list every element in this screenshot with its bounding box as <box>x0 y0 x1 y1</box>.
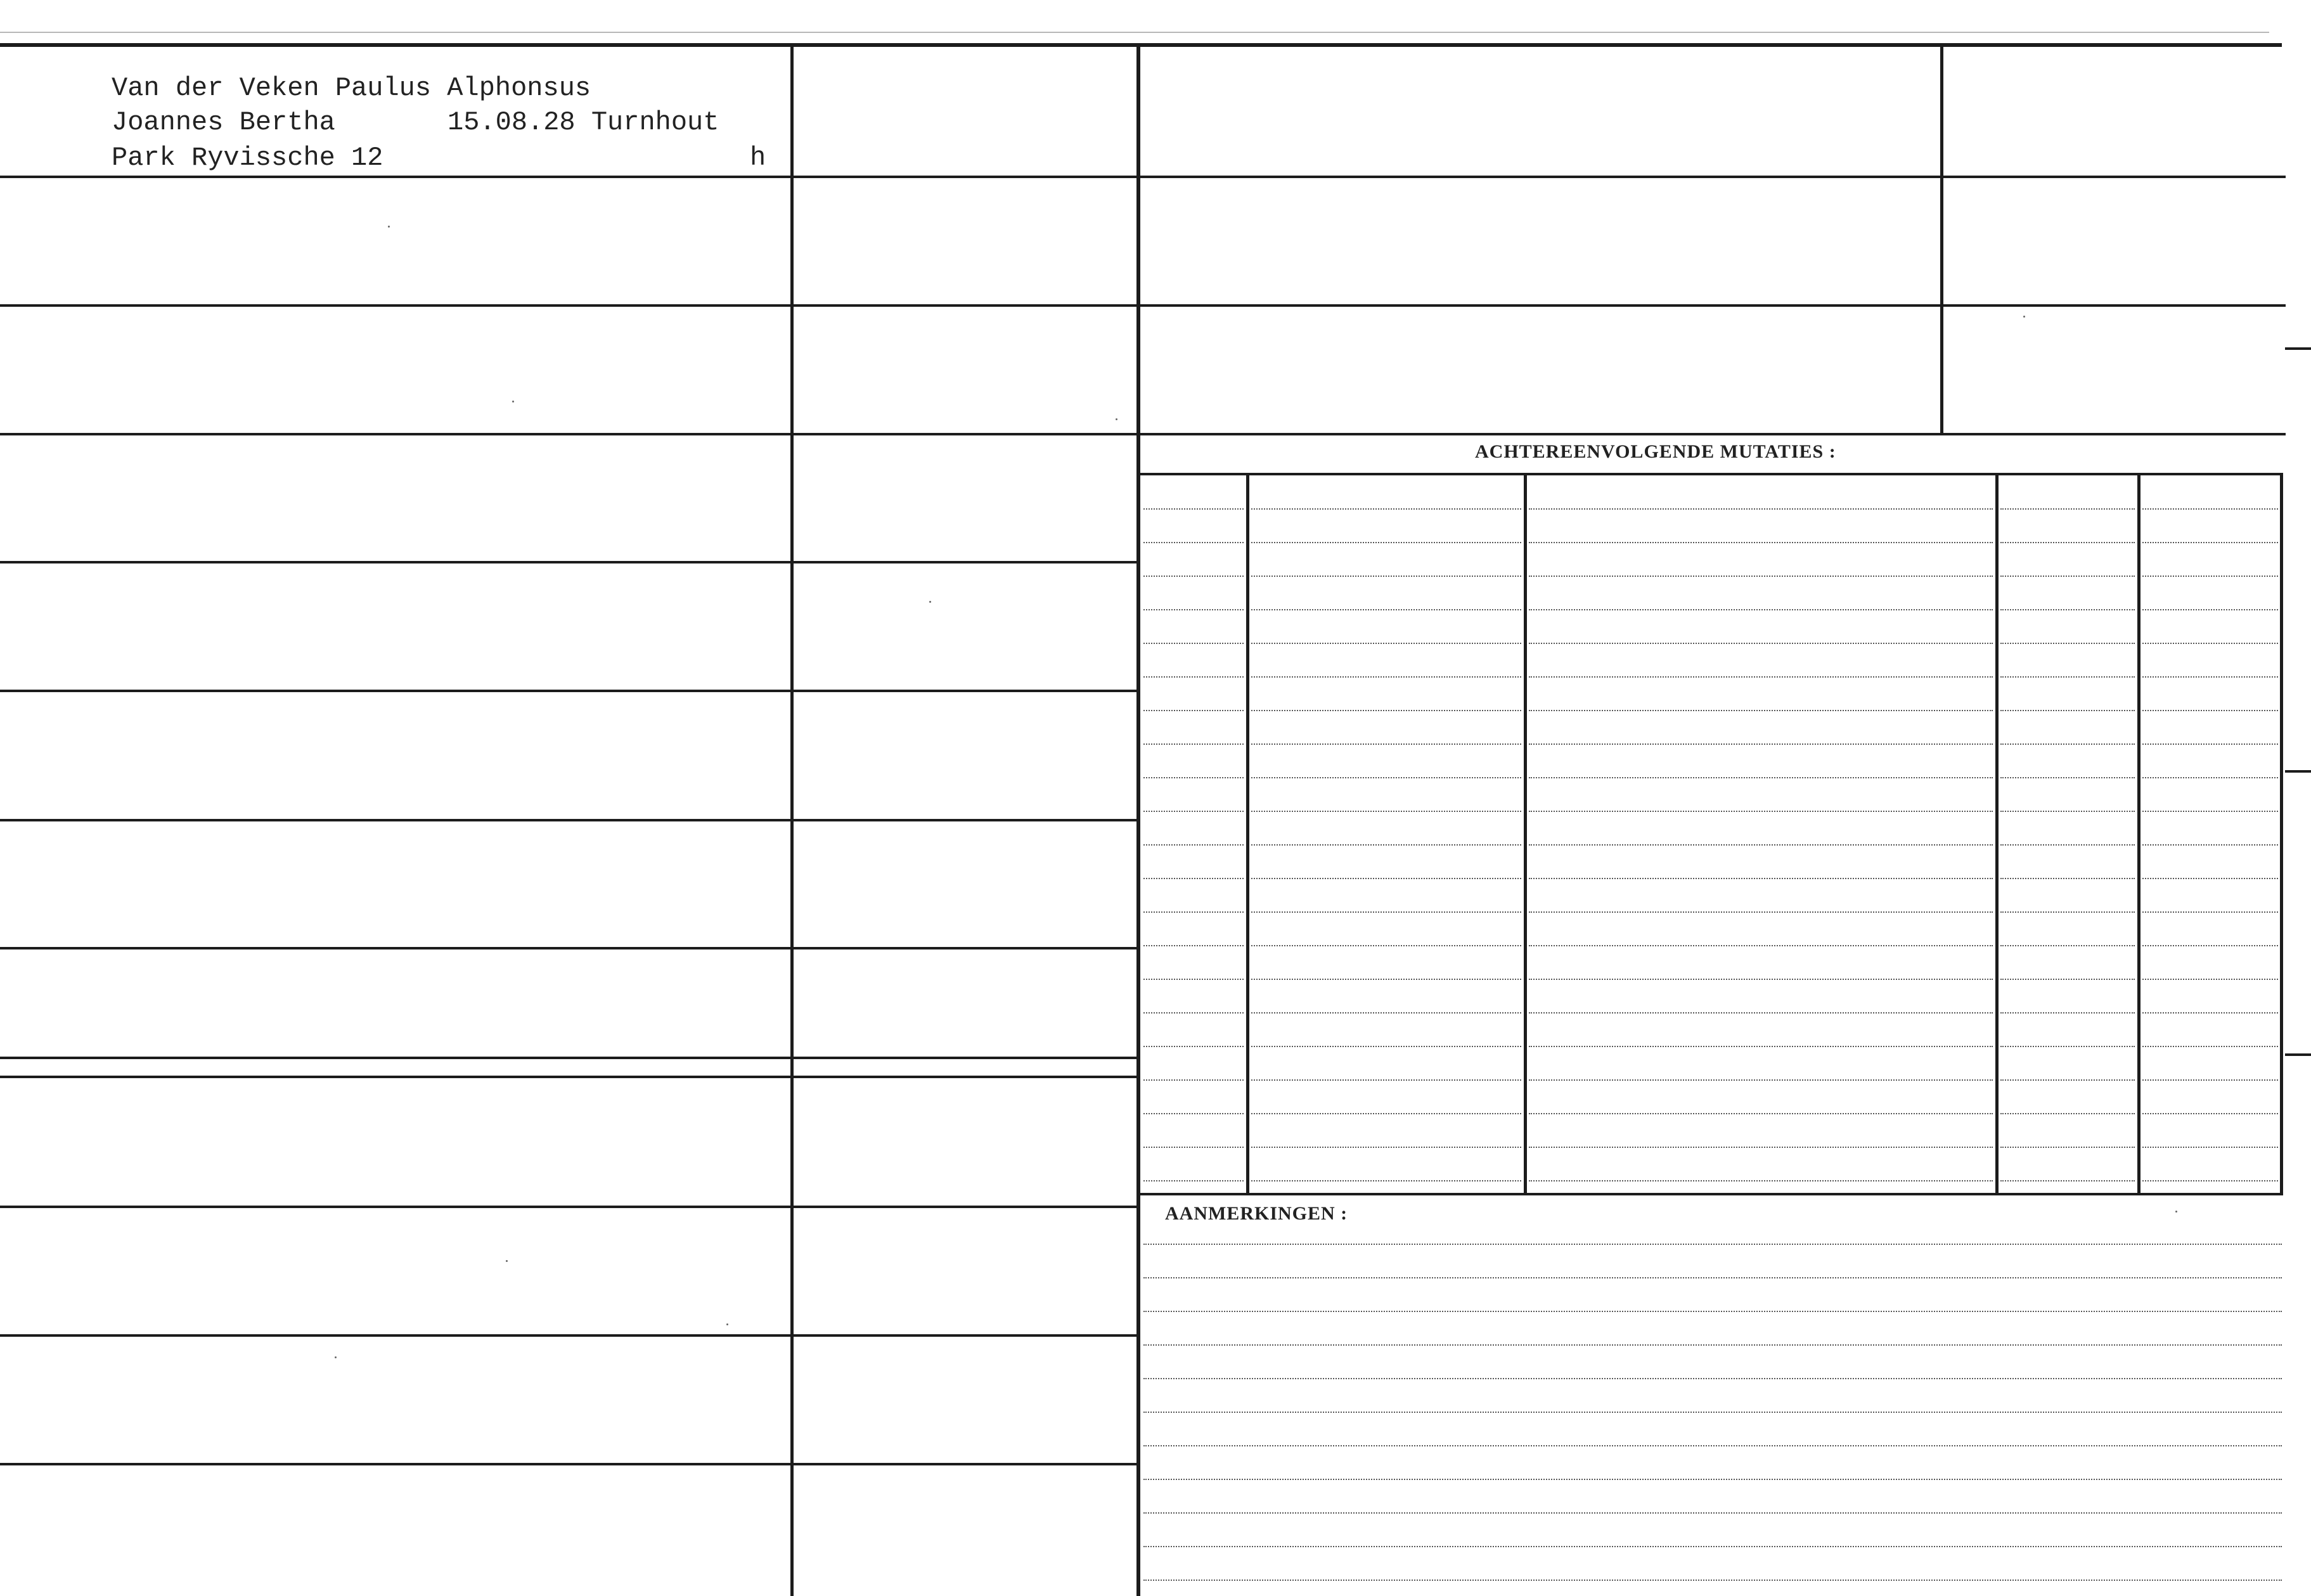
mutation-row-rule <box>2142 945 2278 946</box>
mutation-row-rule <box>1143 609 1244 610</box>
mutation-row-rule <box>1251 811 1521 812</box>
remark-row-rule <box>1143 1445 2282 1446</box>
mutation-row-rule <box>1529 508 1993 510</box>
center-divider <box>1136 46 1140 1596</box>
left-row-line <box>0 947 1136 949</box>
mutation-row-rule <box>1143 1046 1244 1047</box>
mutation-row-rule <box>1251 508 1521 510</box>
mutation-row-rule <box>1251 542 1521 543</box>
mutation-row-rule <box>2000 811 2135 812</box>
mutation-row-rule <box>2000 878 2135 879</box>
top-scan-edge <box>0 32 2269 33</box>
remark-row-rule <box>1143 1311 2282 1312</box>
remark-row-rule <box>1143 1479 2282 1480</box>
scan-speck <box>929 601 931 603</box>
scan-speck <box>2023 316 2025 318</box>
mutations-col-divider <box>1246 473 1249 1194</box>
remark-row-rule <box>1143 1580 2282 1581</box>
mutation-row-rule <box>1143 1012 1244 1014</box>
right-upper-divider <box>1940 46 1943 434</box>
left-row-line <box>0 433 1136 435</box>
mutation-row-rule <box>2142 676 2278 678</box>
mutations-col-divider <box>1995 473 1999 1194</box>
mutation-row-rule <box>1529 1079 1993 1081</box>
mutation-row-rule <box>2000 576 2135 577</box>
mutation-row-rule <box>2000 1079 2135 1081</box>
mutation-row-rule <box>1143 1147 1244 1148</box>
mutation-row-rule <box>1143 508 1244 510</box>
mutation-row-rule <box>2000 508 2135 510</box>
mutation-row-rule <box>1143 945 1244 946</box>
remark-row-rule <box>1143 1546 2282 1547</box>
mutation-row-rule <box>2000 1147 2135 1148</box>
mutation-row-rule <box>1251 1079 1521 1081</box>
mutation-row-rule <box>1251 911 1521 913</box>
mutation-row-rule <box>1529 878 1993 879</box>
mutation-row-rule <box>1251 979 1521 980</box>
mutation-row-rule <box>2142 609 2278 610</box>
mutation-row-rule <box>1529 1113 1993 1114</box>
remark-row-rule <box>1143 1378 2282 1379</box>
mutation-row-rule <box>1529 576 1993 577</box>
scan-speck <box>726 1323 728 1325</box>
remark-row-rule <box>1143 1412 2282 1413</box>
mutation-row-rule <box>1143 811 1244 812</box>
mutation-row-rule <box>1143 710 1244 711</box>
mutation-row-rule <box>2142 811 2278 812</box>
mutation-row-rule <box>1251 609 1521 610</box>
mutation-row-rule <box>2142 643 2278 644</box>
mutation-row-rule <box>1143 643 1244 644</box>
entry-line-1: Van der Veken Paulus Alphonsus <box>112 73 591 103</box>
mutation-row-rule <box>2142 1012 2278 1014</box>
mutation-row-rule <box>1251 777 1521 778</box>
mutation-row-rule <box>2142 911 2278 913</box>
mutation-row-rule <box>1251 676 1521 678</box>
mutation-row-rule <box>2142 844 2278 846</box>
left-row-line <box>0 1463 1136 1465</box>
mutation-row-rule <box>1251 878 1521 879</box>
mutation-row-rule <box>1251 576 1521 577</box>
mutation-row-rule <box>1251 1012 1521 1014</box>
mutation-row-rule <box>2000 710 2135 711</box>
mutation-row-rule <box>2000 676 2135 678</box>
mutation-row-rule <box>2000 1012 2135 1014</box>
mutation-row-rule <box>2142 1147 2278 1148</box>
mutation-row-rule <box>1251 1046 1521 1047</box>
mutation-row-rule <box>2142 1079 2278 1081</box>
mutation-row-rule <box>1529 811 1993 812</box>
mutation-row-rule <box>2142 710 2278 711</box>
mutation-row-rule <box>1143 844 1244 846</box>
mutation-row-rule <box>1529 945 1993 946</box>
mutation-row-rule <box>2142 1046 2278 1047</box>
mutation-row-rule <box>2142 979 2278 980</box>
entry-line-3-mark: h <box>750 143 766 173</box>
scan-speck <box>335 1356 337 1358</box>
scan-speck <box>2175 1211 2177 1213</box>
mutation-row-rule <box>1529 979 1993 980</box>
scan-speck <box>388 226 390 228</box>
mutation-row-rule <box>1529 844 1993 846</box>
mutation-row-rule <box>1529 676 1993 678</box>
mutation-row-rule <box>1251 743 1521 745</box>
mutation-row-rule <box>2142 576 2278 577</box>
mutation-row-rule <box>2000 979 2135 980</box>
mutation-row-rule <box>1251 710 1521 711</box>
remark-row-rule <box>1143 1344 2282 1346</box>
entry-line-2-name: Joannes Bertha <box>112 107 335 138</box>
right-row-line <box>2285 1053 2311 1056</box>
mutation-row-rule <box>2000 1046 2135 1047</box>
mutation-row-rule <box>1529 777 1993 778</box>
left-row-line <box>0 561 1136 563</box>
mutation-row-rule <box>1251 1113 1521 1114</box>
mutation-row-rule <box>2000 609 2135 610</box>
mutation-row-rule <box>2142 508 2278 510</box>
entry-line-2-birth: 15.08.28 Turnhout <box>447 107 719 138</box>
mutation-row-rule <box>1529 743 1993 745</box>
left-row-line <box>0 690 1136 692</box>
mutation-row-rule <box>1529 1046 1993 1047</box>
top-border <box>0 43 2282 47</box>
left-row-line <box>0 1057 1136 1059</box>
mutation-row-rule <box>2000 643 2135 644</box>
mutation-row-rule <box>2000 911 2135 913</box>
mutation-row-rule <box>1251 1147 1521 1148</box>
mutation-row-rule <box>1143 1113 1244 1114</box>
mutation-row-rule <box>2142 878 2278 879</box>
right-row-line <box>1138 433 2286 435</box>
mutation-row-rule <box>1143 1079 1244 1081</box>
mutation-row-rule <box>2142 777 2278 778</box>
left-row-line <box>0 1076 1136 1078</box>
mutation-row-rule <box>1251 643 1521 644</box>
right-row-line <box>2285 770 2311 773</box>
mutation-row-rule <box>1143 576 1244 577</box>
mutation-row-rule <box>2000 542 2135 543</box>
mutation-row-rule <box>1251 844 1521 846</box>
remarks-header: AANMERKINGEN : <box>1165 1203 1348 1224</box>
mutation-row-rule <box>1143 1180 1244 1181</box>
mutation-row-rule <box>1143 911 1244 913</box>
mutations-top-line <box>1138 473 2283 475</box>
mutation-row-rule <box>2000 945 2135 946</box>
left-row-line <box>0 819 1136 821</box>
entry-line-3-address: Park Ryvissche 12 <box>112 143 383 173</box>
mutations-col-divider <box>2137 473 2140 1194</box>
scan-speck <box>512 401 514 402</box>
mutations-header: ACHTEREENVOLGENDE MUTATIES : <box>1475 441 1836 462</box>
mutation-row-rule <box>2000 777 2135 778</box>
mutation-row-rule <box>1529 542 1993 543</box>
mutation-row-rule <box>2000 1180 2135 1181</box>
mutation-row-rule <box>1529 710 1993 711</box>
mutation-row-rule <box>2000 1113 2135 1114</box>
remark-row-rule <box>1143 1512 2282 1514</box>
mutation-row-rule <box>1529 1012 1993 1014</box>
mutation-row-rule <box>2000 844 2135 846</box>
mutations-bottom-line <box>1138 1193 2283 1195</box>
mutation-row-rule <box>2142 1180 2278 1181</box>
left-row-line <box>0 1206 1136 1208</box>
right-row-line <box>1138 304 2286 307</box>
mutation-row-rule <box>1143 743 1244 745</box>
mutation-row-rule <box>2142 542 2278 543</box>
mutation-row-rule <box>1143 676 1244 678</box>
mutation-row-rule <box>1143 979 1244 980</box>
mutation-row-rule <box>1251 1180 1521 1181</box>
mutation-row-rule <box>1529 911 1993 913</box>
scan-speck <box>506 1260 508 1262</box>
left-row-line <box>0 176 1136 178</box>
scan-speck <box>1116 418 1117 420</box>
mutation-row-rule <box>1529 1180 1993 1181</box>
mutation-row-rule <box>2142 743 2278 745</box>
right-row-line <box>2285 347 2311 350</box>
remark-row-rule <box>1143 1277 2282 1278</box>
left-row-line <box>0 304 1136 307</box>
mutation-row-rule <box>2000 743 2135 745</box>
left-row-line <box>0 1334 1136 1337</box>
mutation-row-rule <box>1143 878 1244 879</box>
mutations-right-border <box>2280 473 2283 1194</box>
mutation-row-rule <box>1143 542 1244 543</box>
mutation-row-rule <box>1529 609 1993 610</box>
right-row-line <box>1138 176 2286 178</box>
mutation-row-rule <box>1529 643 1993 644</box>
remark-row-rule <box>1143 1244 2282 1245</box>
mutation-row-rule <box>1529 1147 1993 1148</box>
mutation-row-rule <box>1143 777 1244 778</box>
mutation-row-rule <box>2142 1113 2278 1114</box>
mutations-col-divider <box>1524 473 1527 1194</box>
mutation-row-rule <box>1251 945 1521 946</box>
